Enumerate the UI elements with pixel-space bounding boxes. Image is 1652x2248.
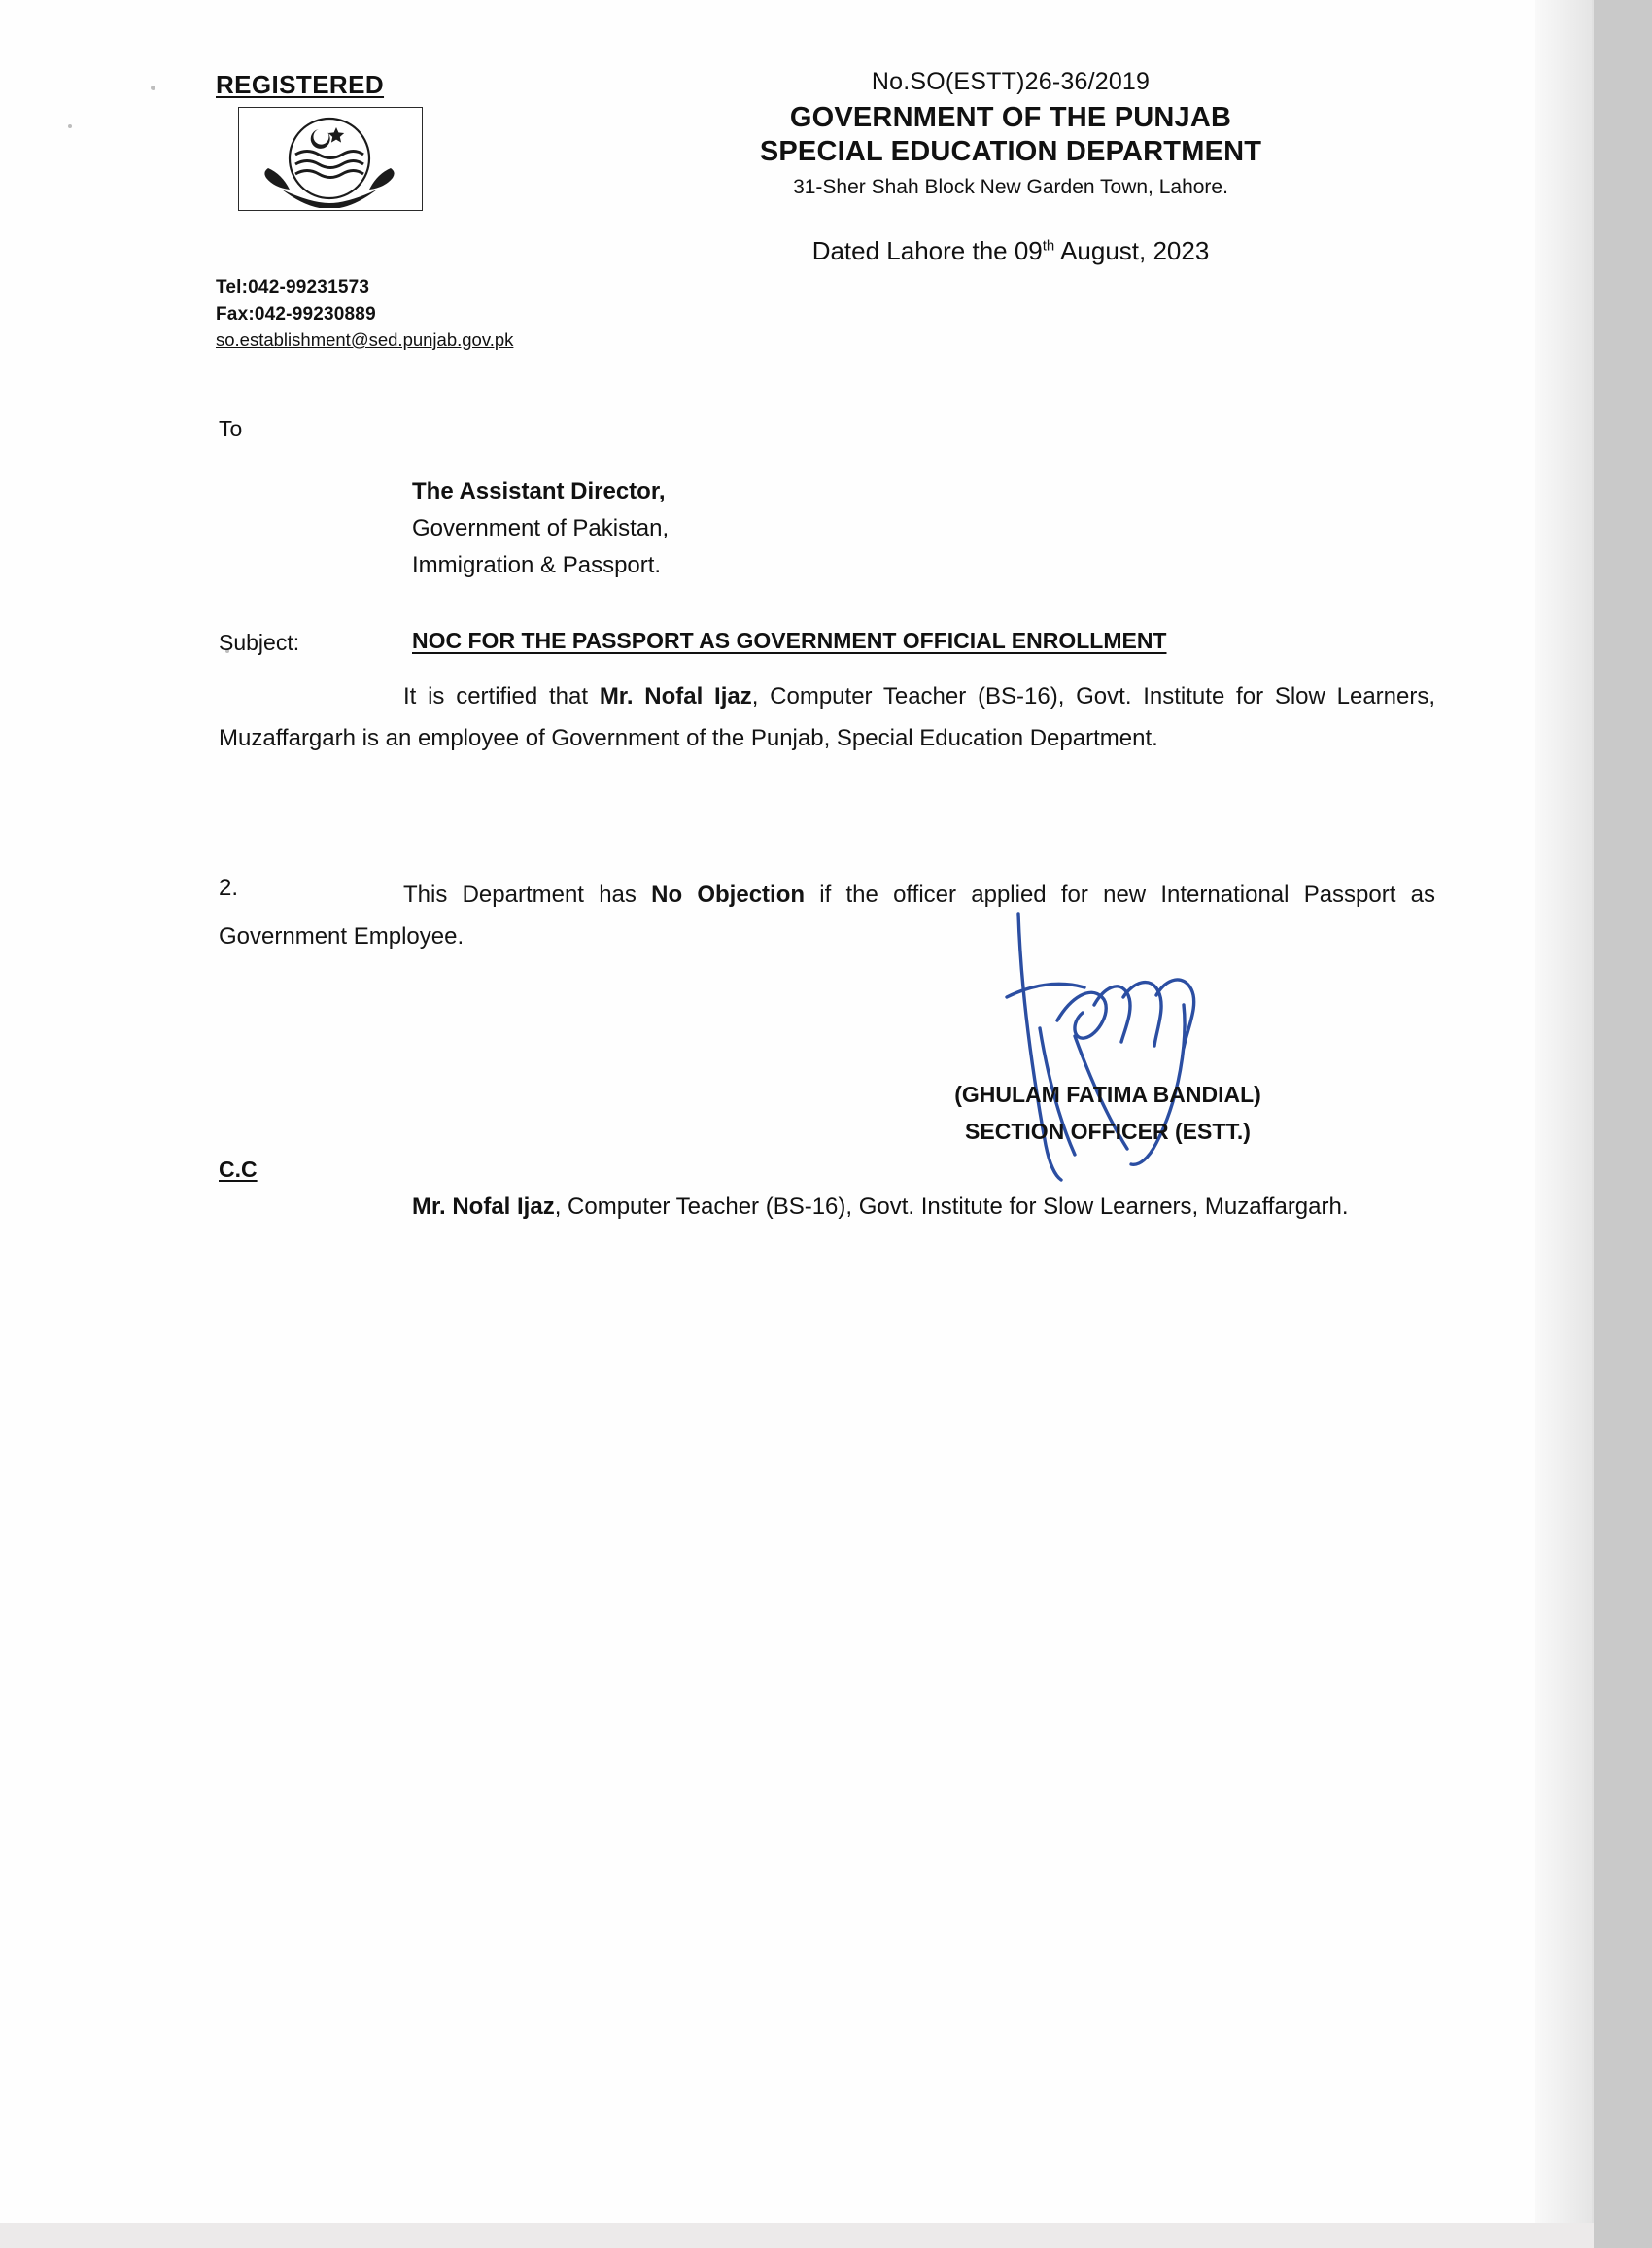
para1-rest: , Computer Teacher (BS-16), Govt. Institute for Slow Learners, Muzaffargarh is an employee of Government of the Punjab, Special Education Department. — [219, 683, 1436, 751]
signatory-name: (GHULAM FATIMA BANDIAL) — [954, 1082, 1261, 1107]
fax-line: Fax:042-99230889 — [216, 303, 376, 325]
para2-rest: if the officer applied for new International Passport as Government Employee. — [219, 882, 1435, 950]
date-prefix: Dated Lahore the 09 — [811, 236, 1043, 265]
paragraph-one — [219, 676, 1435, 759]
addressee-line-3: Immigration & Passport. — [412, 551, 662, 578]
addressee-block — [412, 473, 669, 584]
signatory-designation: SECTION OFFICER (ESTT.) — [965, 1118, 1251, 1144]
scan-speck — [151, 86, 155, 90]
addressee-line-1: The Assistant Director, — [412, 478, 666, 504]
to-label: To — [219, 416, 243, 441]
subject-text: NOC FOR THE PASSPORT AS GOVERNMENT OFFICIAL ENROLLMENT — [412, 628, 1167, 653]
cc-rest: , Computer Teacher (BS-16), Govt. Institute for Slow Learners, Muzaffargarh. — [554, 1193, 1349, 1220]
no-objection-emphasis: No Objection — [651, 882, 806, 908]
scan-speck — [68, 124, 72, 128]
department-title: SPECIAL EDUCATION DEPARTMENT — [759, 136, 1262, 167]
subject-label: Subject: — [219, 630, 300, 655]
signatory-block — [836, 1077, 1380, 1151]
letter-date — [544, 236, 1477, 266]
punjab-crest-icon — [238, 107, 423, 211]
letterhead — [544, 68, 1477, 266]
email-line[interactable]: so.establishment@sed.punjab.gov.pk — [216, 329, 514, 351]
reference-number: No.SO(ESTT)26-36/2019 — [871, 68, 1151, 95]
employee-name: Mr. Nofal Ijaz — [599, 683, 752, 709]
addressee-line-2: Government of Pakistan, — [412, 514, 670, 541]
date-superscript: th — [1042, 237, 1055, 255]
government-title: GOVERNMENT OF THE PUNJAB — [789, 102, 1232, 133]
cc-recipient — [412, 1189, 1442, 1226]
paragraph-two-number: 2. — [219, 875, 239, 901]
paragraph-two — [219, 875, 1435, 957]
date-suffix: August, 2023 — [1054, 236, 1210, 265]
para2-lead: This Department has — [403, 882, 652, 908]
paper-bottom-edge — [0, 2223, 1594, 2248]
telephone-line: Tel:042-99231573 — [216, 277, 370, 297]
para1-lead: It is certified that — [403, 683, 600, 709]
cc-name: Mr. Nofal Ijaz — [412, 1193, 555, 1220]
department-address: 31-Sher Shah Block New Garden Town, Lahore. — [793, 176, 1228, 198]
contact-block — [216, 274, 513, 354]
registered-stamp: REGISTERED — [216, 70, 385, 99]
cc-label: C.C — [219, 1157, 258, 1182]
